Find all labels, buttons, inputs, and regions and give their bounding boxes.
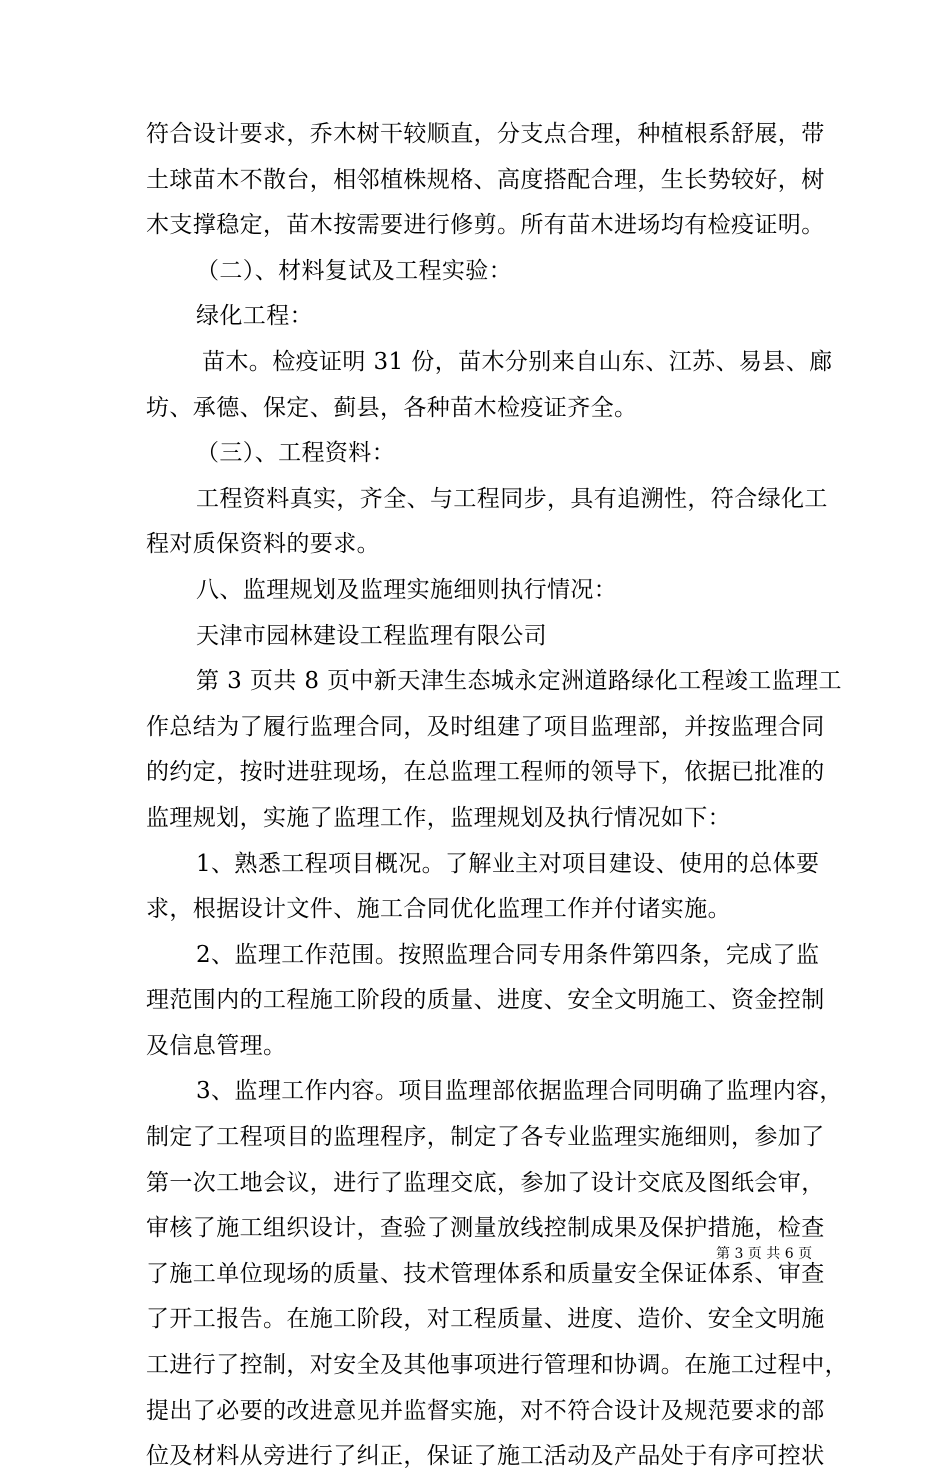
text-line: 坊、承德、保定、蓟县，各种苗木检疫证齐全。 [146, 394, 638, 421]
text-line: 监理规划，实施了监理工作，监理规划及执行情况如下： [146, 804, 731, 831]
text-line: （二）、材料复试及工程实验： [196, 257, 513, 284]
text-line: 3、监理工作内容。项目监理部依据监理合同明确了监理内容， [196, 1078, 843, 1105]
text-line: 程对质保资料的要求。 [146, 531, 380, 558]
text-line: 工程资料真实，齐全、与工程同步，具有追溯性，符合绿化工 [196, 485, 828, 512]
text-line: 第一次工地会议，进行了监理交底，参加了设计交底及图纸会审， [146, 1169, 825, 1196]
text-line: 天津市园林建设工程监理有限公司 [196, 622, 547, 649]
text-line: 2、监理工作范围。按照监理合同专用条件第四条，完成了监 [196, 941, 820, 968]
text-line: 木支撑稳定，苗木按需要进行修剪。所有苗木进场均有检疫证明。 [146, 212, 825, 239]
text-line: 土球苗木不散台，相邻植株规格、高度搭配合理，生长势较好，树 [146, 166, 825, 193]
page-number-footer: 第 3 页 共 6 页 [716, 1246, 813, 1262]
text-line: 审核了施工组织设计，查验了测量放线控制成果及保护措施，检查 [146, 1215, 825, 1242]
text-line: 1、熟悉工程项目概况。了解业主对项目建设、使用的总体要 [196, 850, 820, 877]
text-line: 位及材料从旁进行了纠正，保证了施工活动及产品处于有序可控状 [146, 1443, 825, 1470]
text-line: 了开工报告。在施工阶段，对工程质量、进度、造价、安全文明施 [146, 1306, 825, 1333]
text-line: 工进行了控制，对安全及其他事项进行管理和协调。在施工过程中， [146, 1352, 848, 1379]
text-line: （三）、工程资料： [196, 440, 396, 467]
text-line: 的约定，按时进驻现场，在总监理工程师的领导下，依据已批准的 [146, 759, 825, 786]
text-line: 理范围内的工程施工阶段的质量、进度、安全文明施工、资金控制 [146, 987, 825, 1014]
text-line: 符合设计要求，乔木树干较顺直，分支点合理，种植根系舒展，带 [146, 121, 825, 147]
text-line: 绿化工程： [196, 303, 313, 330]
document-body [146, 112, 848, 1480]
text-line: 提出了必要的改进意见并监督实施，对不符合设计及规范要求的部 [146, 1397, 825, 1424]
text-line: 求，根据设计文件、施工合同优化监理工作并付诸实施。 [146, 896, 731, 923]
text-line: 了施工单位现场的质量、技术管理体系和质量安全保证体系、审查 [146, 1260, 825, 1287]
text-line: 苗木。检疫证明 31 份，苗木分别来自山东、江苏、易县、廊 [202, 348, 833, 375]
text-line: 制定了工程项目的监理程序，制定了各专业监理实施细则，参加了 [146, 1124, 825, 1151]
text-line: 八、监理规划及监理实施细则执行情况： [196, 576, 618, 603]
text-line: 第 3 页共 8 页中新天津生态城永定洲道路绿化工程竣工监理工 [196, 668, 842, 695]
text-line: 及信息管理。 [146, 1032, 287, 1059]
text-line: 作总结为了履行监理合同，及时组建了项目监理部，并按监理合同 [146, 713, 825, 740]
